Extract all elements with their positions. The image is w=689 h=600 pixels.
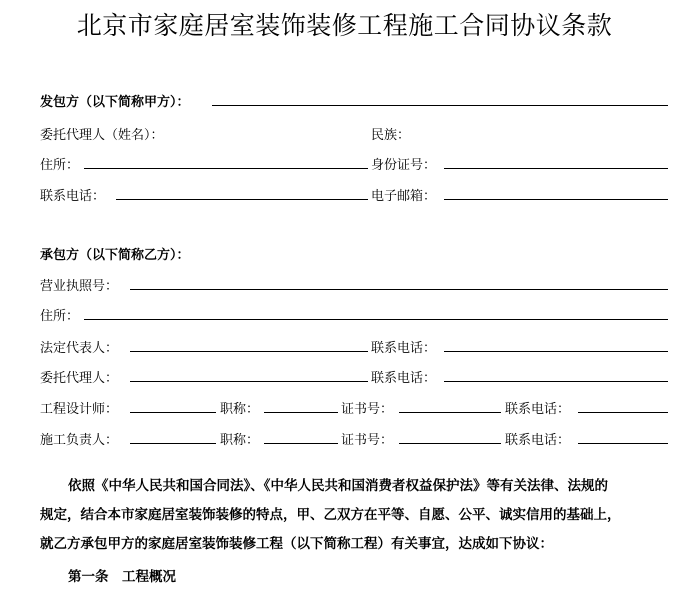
party-b-legal-rep-label: 法定代表人： bbox=[40, 341, 119, 356]
party-a-ethnicity-label: 民族： bbox=[371, 128, 411, 143]
party-b-license-field[interactable] bbox=[130, 275, 668, 290]
party-b-designer-field[interactable] bbox=[130, 398, 216, 413]
party-b-designer-label: 工程设计师： bbox=[40, 402, 119, 417]
party-b-license-label: 营业执照号： bbox=[40, 279, 119, 294]
party-b-license-row bbox=[40, 275, 670, 295]
party-b-manager-title-label: 职称： bbox=[220, 433, 260, 448]
preamble-line-3: 就乙方承包甲方的家庭居室装饰装修工程（以下简称工程）有关事宜，达成如下协议： bbox=[40, 536, 553, 552]
party-a-email-field[interactable] bbox=[444, 185, 668, 200]
party-b-agent-phone-label: 联系电话： bbox=[371, 371, 437, 386]
party-b-agent-field[interactable] bbox=[130, 367, 368, 382]
party-b-manager-cert-field[interactable] bbox=[399, 429, 501, 444]
party-a-contact-row bbox=[40, 185, 670, 205]
preamble-line-1: 依照《中华人民共和国合同法》、《中华人民共和国消费者权益保护法》等有关法律、法规的 bbox=[68, 478, 608, 494]
party-a-agent-label: 委托代理人（姓名）： bbox=[40, 128, 164, 143]
party-b-manager-phone-field[interactable] bbox=[578, 429, 668, 444]
party-a-name-field[interactable] bbox=[212, 91, 668, 106]
party-b-legal-rep-phone-label: 联系电话： bbox=[371, 341, 437, 356]
party-a-heading: 发包方（以下简称甲方）： bbox=[40, 95, 190, 110]
party-b-manager-title-field[interactable] bbox=[264, 429, 338, 444]
party-b-row bbox=[40, 244, 670, 264]
party-a-id-field[interactable] bbox=[444, 154, 668, 169]
party-b-manager-label: 施工负责人： bbox=[40, 433, 119, 448]
party-b-designer-title-field[interactable] bbox=[264, 398, 338, 413]
party-a-address-field[interactable] bbox=[84, 154, 368, 169]
party-b-manager-cert-label: 证书号： bbox=[341, 433, 394, 448]
document-title: 北京市家庭居室装饰装修工程施工合同协议条款 bbox=[76, 11, 613, 40]
party-b-designer-cert-label: 证书号： bbox=[341, 402, 394, 417]
party-a-phone-label: 联系电话： bbox=[40, 189, 106, 204]
party-b-heading: 承包方（以下简称乙方）： bbox=[40, 248, 190, 263]
party-a-agent-row bbox=[40, 124, 670, 144]
party-a-address-row bbox=[40, 154, 670, 174]
party-b-legal-rep-phone-field[interactable] bbox=[444, 337, 668, 352]
party-a-email-label: 电子邮箱： bbox=[371, 189, 437, 204]
party-b-designer-phone-label: 联系电话： bbox=[505, 402, 571, 417]
party-a-row bbox=[40, 91, 670, 111]
preamble bbox=[40, 472, 672, 559]
party-b-address-label: 住所： bbox=[40, 309, 80, 324]
party-b-manager-field[interactable] bbox=[130, 429, 216, 444]
party-b-address-field[interactable] bbox=[84, 305, 668, 320]
article-1-heading: 第一条 工程概况 bbox=[68, 569, 176, 585]
party-b-agent-row bbox=[40, 367, 670, 387]
party-b-legal-rep-field[interactable] bbox=[130, 337, 368, 352]
preamble-line-2: 规定，结合本市家庭居室装饰装修的特点，甲、乙双方在平等、自愿、公平、诚实信用的基础上， bbox=[40, 507, 621, 523]
party-b-designer-cert-field[interactable] bbox=[399, 398, 501, 413]
party-b-designer-row bbox=[40, 398, 670, 418]
party-b-designer-title-label: 职称： bbox=[220, 402, 260, 417]
party-b-manager-phone-label: 联系电话： bbox=[505, 433, 571, 448]
party-b-address-row bbox=[40, 305, 670, 325]
party-b-designer-phone-field[interactable] bbox=[578, 398, 668, 413]
party-b-manager-row bbox=[40, 429, 670, 449]
party-b-agent-phone-field[interactable] bbox=[444, 367, 668, 382]
party-a-phone-field[interactable] bbox=[116, 185, 368, 200]
party-b-agent-label: 委托代理人： bbox=[40, 371, 119, 386]
party-a-id-label: 身份证号： bbox=[371, 158, 437, 173]
party-a-address-label: 住所： bbox=[40, 158, 80, 173]
party-b-legal-rep-row bbox=[40, 337, 670, 357]
